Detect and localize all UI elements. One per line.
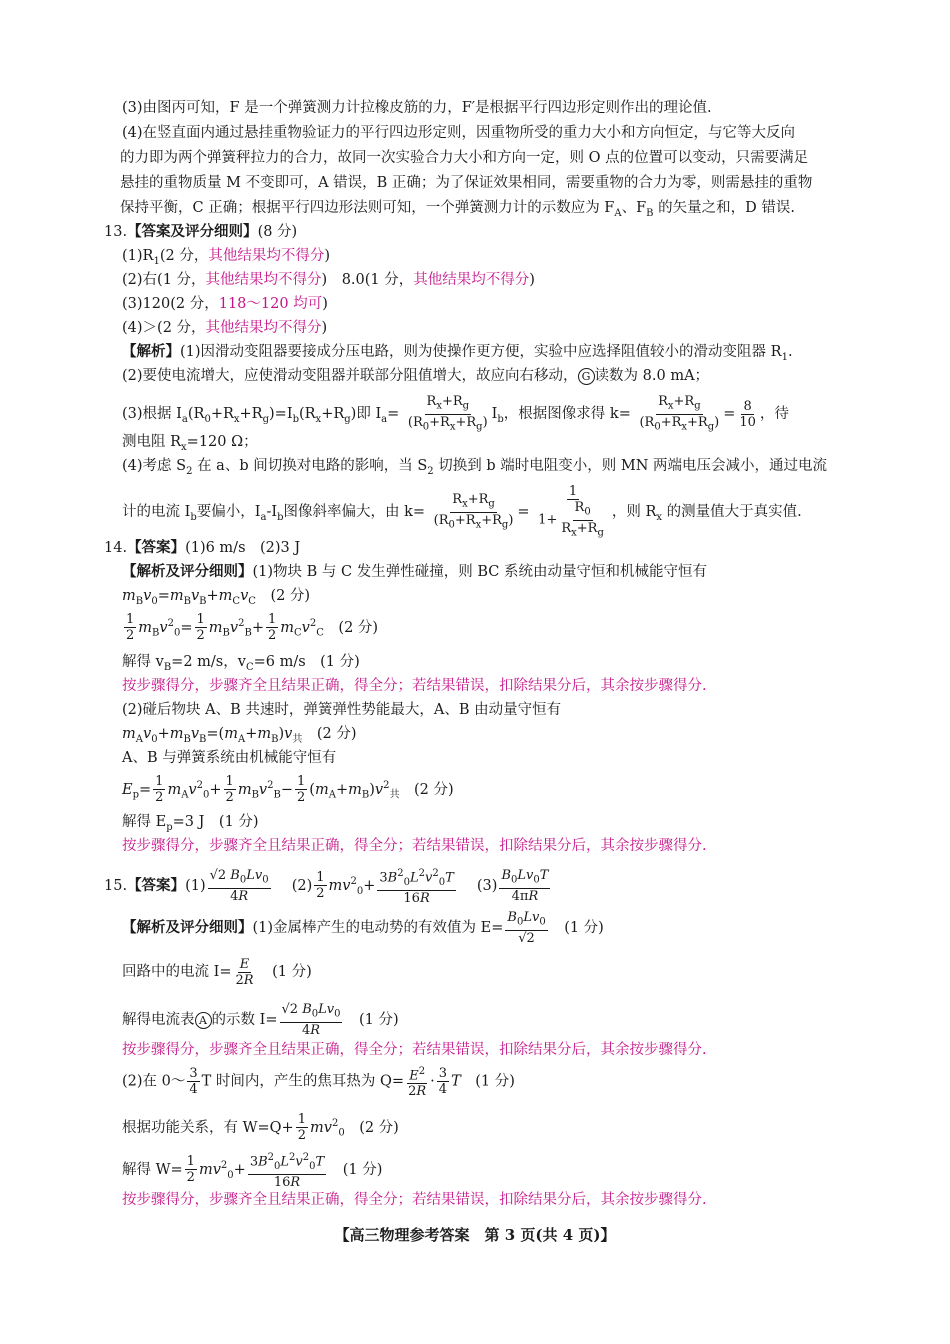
q15-scoring-note: 按步骤得分，步骤齐全且结果正确，得全分；若结果错误，扣除结果分后，其余按步骤得分. xyxy=(122,1192,707,1208)
text-line: 悬挂的重物质量 M 不变即可，A 错误，B 正确；为了保证效果相同，需要重物的合力为零，则需悬挂的重物 xyxy=(120,175,813,191)
q13-explain-5: (4)考虑 $S_2$ 在 a、b 间切换对电路的影响，当 $S_2$ 切换到 b 端时电阻变小，则 MN 两端电压会减小，通过电流 xyxy=(122,458,828,477)
q14-explain-3: A、B 与弹簧系统由机械能守恒有 xyxy=(122,750,337,766)
q15-explain-3: 解得电流表 A 的示数 I= $\frac{√2 B_0Lv_0}{4R}$ (1 分) xyxy=(122,1002,399,1038)
fraction: $\frac{R_x+R_g}{(R_0+R_x+R_g)}$ xyxy=(639,394,720,433)
q15-header: 15.【答案】(1) $\frac{√2 B_0Lv_0}{4R}$ (2) $\frac{1}{2}$ $mv^2_0+$ $\frac{3B^2_0L^2v^2_0T}{16R}$ (3) $\frac{B_0Lv_0T}{4\pi R}$ xyxy=(104,868,549,906)
q14-scoring-note: 按步骤得分，步骤齐全且结果正确，得全分；若结果错误，扣除结果分后，其余按步骤得分. xyxy=(122,838,707,854)
q13-answer-2: (2)右(1 分，其他结果均不得分) 8.0(1 分，其他结果均不得分) xyxy=(122,272,535,288)
q14-eq2: $\frac{1}{2}$ $m_Bv^2_0=$ $\frac{1}{2}$ $m_Bv^2_B+$ $\frac{1}{2}$ $m_Cv^2_C$ (2 分) xyxy=(126,612,379,644)
fraction: $\frac{8}{10}$ xyxy=(739,398,756,430)
fraction: 1 1+ $\frac{R_0}{R_x+R_g}$ xyxy=(538,484,604,539)
q13-explain-2: (2)要使电流增大，应使滑动变阻器并联部分阻值增大，故应向右移动， G 读数为 8.0 mA； xyxy=(122,368,710,384)
q14-header: 14.【答案】(1)6 m/s (2)3 J xyxy=(104,539,301,556)
q13-explain-4: 测电阻 $R_x=120$ Ω； xyxy=(122,434,258,453)
q14-scoring-note: 按步骤得分，步骤齐全且结果正确，得全分；若结果错误，扣除结果分后，其余按步骤得分. xyxy=(122,678,707,694)
fraction: $\frac{R_x+R_g}{(R_0+R_x+R_g)}$ xyxy=(433,492,514,531)
q14-sol2: 解得 $E_p=3$ J (1 分) xyxy=(122,814,259,833)
q13-explain-6: 计的电流 $I_b$要偏小，$I_a-I_b$图像斜率偏大，由 k= $\frac{R_x+R_g}{(R_0+R_x+R_g)}$ = 1 1+ $\frac{R_0}{R_x+R_g}$ ，则 $R_x$ 的测量值大于真实值. xyxy=(122,484,802,539)
page-footer: 【高三物理参考答案 第 3 页(共 4 页)】 xyxy=(334,1226,616,1244)
text-line: 保持平衡，C 正确；根据平行四边形法则可知，一个弹簧测力计的示数应为 $F_A$、$F_B$ 的矢量之和，D 错误. xyxy=(120,200,795,219)
q15-explain-6: 解得 W= $\frac{1}{2}$ $mv^2_0+$ $\frac{3B^2_0L^2v^2_0T}{16R}$ (1 分) xyxy=(122,1152,383,1190)
q15-explain-1: 【解析及评分细则】(1)金属棒产生的电动势的有效值为 E= $\frac{B_0Lv_0}{√2}$ (1 分) xyxy=(122,910,604,946)
q15-explain-4: (2)在 0～ $\frac{3}{4}$ T 时间内，产生的焦耳热为 Q= $\frac{E^2}{2R}$ · $\frac{3}{4}$ T (1 分) xyxy=(122,1066,515,1100)
text-line: 的力即为两个弹簧秤拉力的合力，故同一次实验合力大小和方向一定，则 O 点的位置可以变动，只需要满足 xyxy=(120,150,809,166)
q15-scoring-note: 按步骤得分，步骤齐全且结果正确，得全分；若结果错误，扣除结果分后，其余按步骤得分. xyxy=(122,1042,707,1058)
q13-answer-1: $(1)R_1(2$ 分，其他结果均不得分) xyxy=(122,248,331,267)
q14-explain-2: (2)碰后物块 A、B 共速时，弹簧弹性势能最大，A、B 由动量守恒有 xyxy=(122,702,562,718)
q13-answer-3: (3)120(2 分，118～120 均可) xyxy=(122,296,328,312)
q14-explain-1: 【解析及评分细则】(1)物块 B 与 C 发生弹性碰撞，则 BC 系统由动量守恒和机械能守恒有 xyxy=(122,563,707,580)
q14-sol1: 解得 $v_B=2$ m/s，$v_C=6$ m/s (1 分) xyxy=(122,654,360,673)
q15-explain-5: 根据功能关系，有 W=Q+ $\frac{1}{2}$ $mv^2_0$ (2 分) xyxy=(122,1112,399,1144)
q13-explain-1: 【解析】(1)因滑动变阻器要接成分压电路，则为使操作更方便，实验中应选择阻值较小的滑动变阻器 $R_1$. xyxy=(122,343,793,363)
text-line: (4)在竖直面内通过悬挂重物验证力的平行四边形定则，因重物所受的重力大小和方向恒定，与它等大反向 xyxy=(122,125,796,141)
text-line: (3)由图丙可知，F 是一个弹簧测力计拉橡皮筋的力，F′是根据平行四边形定则作出的理论值. xyxy=(122,100,712,116)
q14-eq3: $m_Av_0+m_Bv_B=(m_A+m_B)v_共$ (2 分) xyxy=(122,726,357,745)
ammeter-icon: A xyxy=(195,1012,212,1029)
fraction: $\frac{R_x+R_g}{(R_0+R_x+R_g)}$ xyxy=(407,394,488,433)
q14-eq4: $E_p=$ $\frac{1}{2}$ $m_Av^2_0+$ $\frac{1}{2}$ $m_Bv^2_B-$ $\frac{1}{2}$ $(m_A+m_B)v^2_共$ (2 分) xyxy=(122,774,454,806)
q14-eq1: $m_Bv_0=m_Bv_B+m_Cv_C$ (2 分) xyxy=(122,588,311,607)
q13-explain-3: (3)根据 $I_a(R_0+R_x+R_g)=I_b(R_x+R_g)$即 $I_a=$ $\frac{R_x+R_g}{(R_0+R_x+R_g)}$ $I_b$，根据图像求得 k= $\frac{R_x+R_g}{(R_0+R_x+R_g)}$ = $\frac{8}{10}$ ，待 xyxy=(122,394,789,433)
q15-explain-2: 回路中的电流 I= $\frac{E}{2R}$ (1 分) xyxy=(122,956,312,988)
q13-header: 13.【答案及评分细则】(8 分) xyxy=(104,223,298,240)
q13-answer-4: (4)＞(2 分，其他结果均不得分) xyxy=(122,320,328,336)
galvanometer-icon: G xyxy=(578,368,595,385)
